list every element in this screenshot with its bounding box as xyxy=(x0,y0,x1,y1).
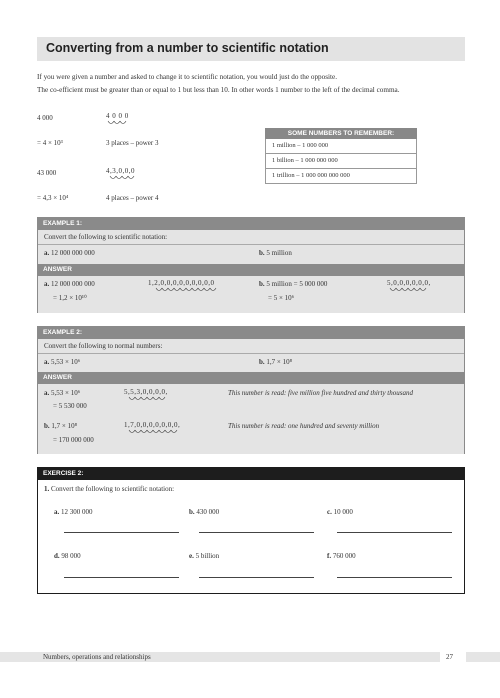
remember-heading: SOME NUMBERS TO REMEMBER: xyxy=(265,128,417,139)
example-1-b-digits-group xyxy=(387,279,437,294)
worked-2-digits-group xyxy=(106,167,140,182)
example-1-b-jump-arrows xyxy=(387,287,437,294)
example-1-box xyxy=(37,217,465,313)
example-2-b-jump-arrows xyxy=(124,429,194,436)
worked-1-digits-group xyxy=(106,112,134,127)
answer-line-a[interactable] xyxy=(64,532,179,533)
example-2-a-answer: a. 5,53 × 10⁶ xyxy=(44,389,81,397)
worked-2-result: = 4,3 × 10⁴ xyxy=(37,194,69,202)
answer-line-d[interactable] xyxy=(64,577,179,578)
example-1-a-answer-result: = 1,2 × 10¹⁰ xyxy=(53,294,87,302)
footer-section-title: Numbers, operations and relationships xyxy=(43,653,151,661)
example-1-a-jump-arrows xyxy=(148,287,228,294)
example-2-a: a. 5,53 × 10⁶ xyxy=(44,358,81,366)
exercise-item-f: f. 760 000 xyxy=(327,552,356,560)
exercise-item-d: d. 98 000 xyxy=(54,552,81,560)
remember-row-billion: 1 billion – 1 000 000 000 xyxy=(265,154,417,169)
worked-1-jump-arrows xyxy=(106,120,134,127)
example-1-a-answer: a. 12 000 000 000 xyxy=(44,280,95,288)
worked-2-number: 43 000 xyxy=(37,169,57,177)
exercise-2-box xyxy=(37,467,465,594)
worked-2-digits: 4,3,0,0,0 xyxy=(106,167,135,175)
answer-line-c[interactable] xyxy=(337,532,452,533)
example-1-a-digits: 1,2,0,0,0,0,0,0,0,0,0 xyxy=(148,279,215,287)
footer-bar-end xyxy=(466,652,500,662)
example-2-heading: EXAMPLE 2: xyxy=(38,327,464,339)
example-2-a-jump-arrows xyxy=(124,396,174,403)
remember-row-million: 1 million – 1 000 000 xyxy=(265,139,417,154)
example-1-b-answer-result: = 5 × 10⁶ xyxy=(268,294,295,302)
example-2-b-answer: b. 1,7 × 10⁸ xyxy=(44,422,78,430)
worked-2-jump-arrows xyxy=(106,175,140,182)
example-2-b: b. 1,7 × 10⁸ xyxy=(259,358,293,366)
example-1-heading: EXAMPLE 1: xyxy=(38,218,464,230)
exercise-item-a: a. 12 300 000 xyxy=(54,508,93,516)
worked-2-note: 4 places – power 4 xyxy=(106,194,159,202)
example-1-a-digits-group xyxy=(148,279,228,294)
example-2-b-digits: 1,7,0,0,0,0,0,0,0, xyxy=(124,421,181,429)
example-2-instruction: Convert the following to normal numbers: xyxy=(44,342,163,350)
example-2-a-answer-result: = 5 530 000 xyxy=(53,402,87,410)
example-1-instruction: Convert the following to scientific notation: xyxy=(44,233,168,241)
example-1-a: a. 12 000 000 000 xyxy=(44,249,95,257)
answer-line-b[interactable] xyxy=(199,532,314,533)
example-1-b: b. 5 million xyxy=(259,249,292,257)
worked-1-digits: 4 0 0 0 xyxy=(106,112,129,120)
example-2-answer-heading: ANSWER xyxy=(38,372,464,384)
example-1-b-digits: 5,0,0,0,0,0,0, xyxy=(387,279,431,287)
exercise-item-b: b. 430 000 xyxy=(189,508,220,516)
exercise-item-e: e. 5 billion xyxy=(189,552,220,560)
example-1-answer-heading: ANSWER xyxy=(38,264,464,276)
worked-1-note: 3 places – power 3 xyxy=(106,139,159,147)
exercise-2-question: 1. Convert the following to scientific notation: xyxy=(44,485,175,493)
example-2-a-digits-group xyxy=(124,388,174,403)
page-number: 27 xyxy=(446,653,453,661)
answer-line-e[interactable] xyxy=(199,577,314,578)
answer-line-f[interactable] xyxy=(337,577,452,578)
example-2-a-read-note: This number is read: five million five hundred and thirty thousand xyxy=(228,389,413,397)
intro-paragraph-2: The co-efficient must be greater than or equal to 1 but less than 10. In other words 1 number to the left of the decimal comma. xyxy=(37,86,400,94)
worked-1-result: = 4 × 10³ xyxy=(37,139,63,147)
remember-row-trillion: 1 trillion – 1 000 000 000 000 xyxy=(265,169,417,184)
example-2-box xyxy=(37,326,465,454)
example-1-b-answer: b. 5 million = 5 000 000 xyxy=(259,280,328,288)
example-2-b-answer-result: = 170 000 000 xyxy=(53,436,94,444)
exercise-item-c: c. 10 000 xyxy=(327,508,353,516)
worked-1-number: 4 000 xyxy=(37,114,53,122)
intro-paragraph-1: If you were given a number and asked to change it to scientific notation, you would just do the opposite. xyxy=(37,73,338,81)
page-title: Converting from a number to scientific notation xyxy=(46,41,329,55)
example-2-a-digits: 5,5,3,0,0,0,0, xyxy=(124,388,168,396)
example-2-b-read-note: This number is read: one hundred and seventy million xyxy=(228,422,380,430)
example-2-b-digits-group xyxy=(124,421,194,436)
exercise-2-heading: EXERCISE 2: xyxy=(38,468,464,480)
